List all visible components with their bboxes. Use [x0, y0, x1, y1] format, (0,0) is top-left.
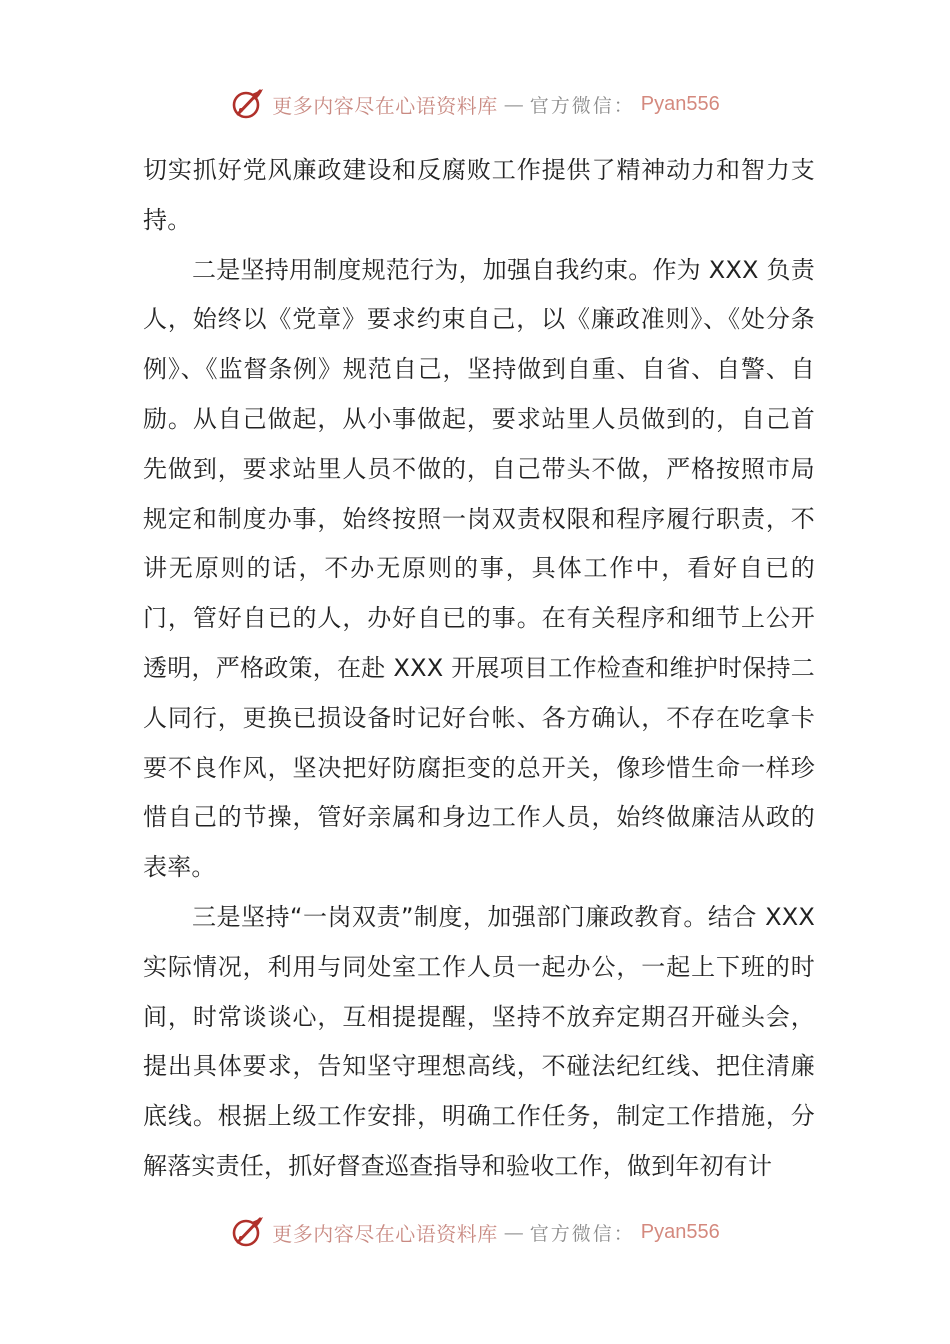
paragraph-continuation: 切实抓好党风廉政建设和反腐败工作提供了精神动力和智力支持。 [143, 156, 815, 234]
banner-wechat-id: Pyan556 [640, 1220, 720, 1243]
banner-wechat-id: Pyan556 [640, 92, 720, 115]
banner-main-text: 更多内容尽在心语资料库 [272, 1221, 498, 1246]
banner-separator: — [503, 1220, 524, 1244]
quill-pen-logo-icon [230, 86, 266, 122]
banner-separator: — [503, 92, 524, 116]
banner-main-text: 更多内容尽在心语资料库 [272, 93, 498, 118]
document-body [143, 146, 815, 1192]
paragraph-point-two: 二是坚持用制度规范行为，加强自我约束。作为 XXX 负责人，始终以《党章》要求约束自己，以《廉政准则》、《处分条例》、《监督条例》规范自己，坚持做到自重、自省、自警、自励。从自己做起，从小事做起，要求站里人员做到的，自己首先做到，要求站里人员不做的，自己带头不做，严格按照市局规定和制度办事，始终按照一岗双责权限和程序履行职责，不讲无原则的话，不办无原则的事，具体工作中，看好自已的门，管好自已的人，办好自已的事。在有关程序和细节上公开透明，严格政策，在赴 XXX 开展项目工作检查和维护时保持二人同行，更换已损设备时记好台帐、各方确认，不存在吃拿卡要不良作风，坚决把好防腐拒变的总开关，像珍惜生命一样珍惜自己的节操，管好亲属和身边工作人员，始终做廉洁从政的表率。 [143, 255, 815, 882]
banner-wechat-label: 官方微信： [529, 94, 635, 117]
paragraph-point-three: 三是坚持“一岗双责”制度，加强部门廉政教育。结合 XXX 实际情况，利用与同处室工作人员一起办公，一起上下班的时间，时常谈谈心，互相提提醒，坚持不放弃定期召开碰头会，提出具体要求，告知坚守理想高线，不碰法纪红线、把住清廉底线。根据上级工作安排，明确工作任务，制定工作措施，分解落实责任，抓好督查巡查指导和验收工作，做到年初有计 [143, 902, 815, 1180]
banner-wechat-label: 官方微信： [529, 1222, 635, 1245]
footer-banner [0, 1210, 950, 1254]
header-banner [0, 82, 950, 126]
quill-pen-logo-icon [230, 1214, 266, 1250]
